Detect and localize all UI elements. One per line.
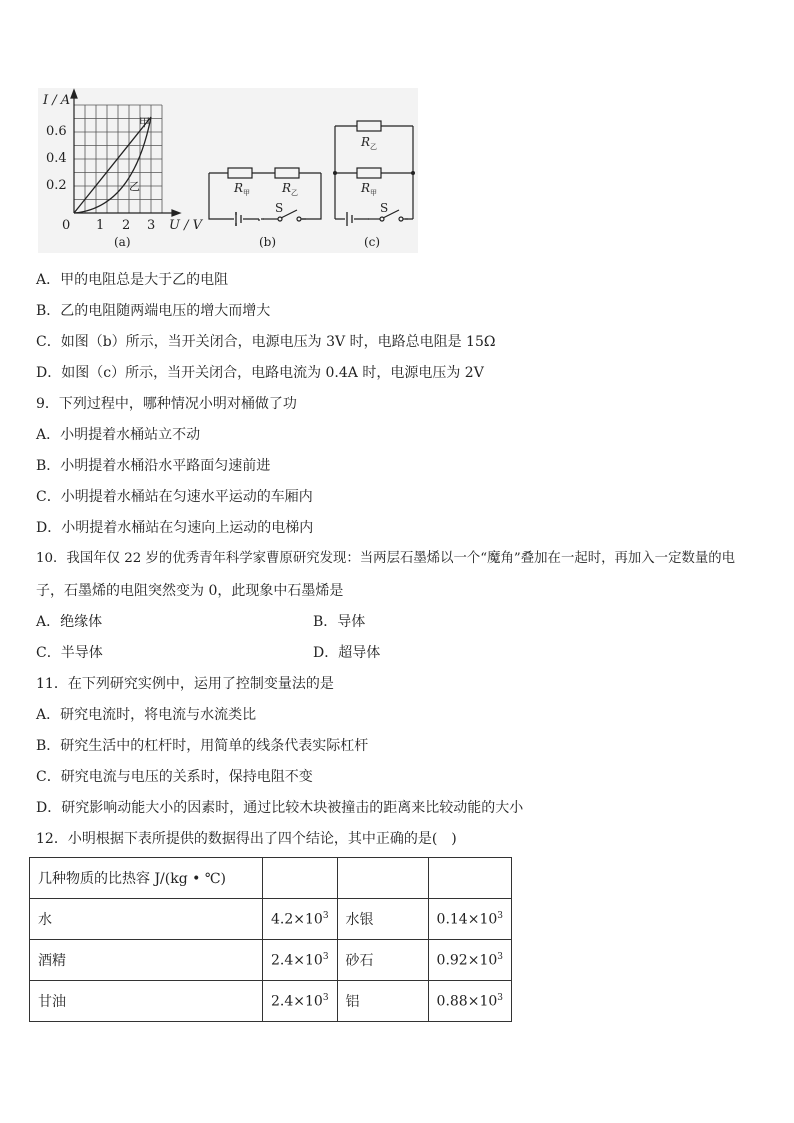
r-jia-label-b: R: [234, 181, 244, 195]
q10-option-a: A．绝缘体: [36, 614, 103, 630]
table-row: [30, 940, 512, 981]
q8-option-a: A．甲的电阻总是大于乙的电阻: [36, 272, 229, 288]
curve-jia-label: 甲: [139, 116, 150, 129]
figure-svg: [38, 88, 418, 253]
q11-option-b: B．研究生活中的杠杆时，用简单的线条代表实际杠杆: [36, 738, 369, 754]
table-cell: $4.2\times 10^3$: [263, 899, 338, 940]
caption-b: (b): [259, 235, 277, 249]
table-cell: [428, 858, 511, 899]
resistor-yi-c: [357, 121, 381, 131]
q9-option-a: A．小明提着水桶站立不动: [36, 427, 201, 443]
table-cell: [337, 858, 428, 899]
table-cell: $0.14\times 10^3$: [428, 899, 511, 940]
r-yi-label-b: R: [282, 181, 292, 195]
switch-label-b: S: [275, 201, 284, 215]
caption-a: (a): [114, 235, 131, 249]
resistor-jia-c: [357, 168, 381, 178]
r-yi-sub-b: 乙: [291, 189, 298, 197]
table-cell: $2.4\times 10^3$: [263, 940, 338, 981]
r-jia-sub-b: 甲: [243, 189, 250, 197]
table-cell: [263, 858, 338, 899]
resistor-jia-b: [228, 168, 252, 178]
q10-option-b: B．导体: [313, 614, 366, 630]
table-row: [30, 899, 512, 940]
graph-y-tick: 0.4: [46, 151, 67, 166]
q9-stem: 9．下列过程中，哪种情况小明对桶做了功: [36, 396, 297, 412]
q10-stem-line2: 子，石墨烯的电阻突然变为 0，此现象中石墨烯是: [36, 583, 344, 599]
r-jia-label-c: R: [361, 181, 371, 195]
graph-y-tick: 0.6: [46, 124, 67, 139]
q9-option-b: B．小明提着水桶沿水平路面匀速前进: [36, 458, 271, 474]
q10-option-d: D．超导体: [313, 645, 381, 661]
q11-option-d: D．研究影响动能大小的因素时，通过比较木块被撞击的距离来比较动能的大小: [36, 800, 524, 816]
circuit-figure: [38, 88, 418, 253]
q10-stem-line1: 10．我国年仅 22 岁的优秀青年科学家曹原研究发现：当两层石墨烯以一个“魔角”叠加在一起时，再加入一定数量的电: [36, 551, 736, 566]
q11-option-a: A．研究电流时，将电流与水流类比: [36, 707, 257, 723]
q9-option-d: D．小明提着水桶站在匀速向上运动的电梯内: [36, 520, 314, 536]
q8-option-d: D．如图（c）所示，当开关闭合，电路电流为 0.4A 时，电源电压为 2V: [36, 365, 484, 381]
table-row: [30, 981, 512, 1022]
resistor-yi-b: [275, 168, 299, 178]
table-cell: $0.92\times 10^3$: [428, 940, 511, 981]
graph-x-tick: 1: [96, 218, 105, 233]
table-cell: 水银: [337, 899, 428, 940]
switch-label-c: S: [380, 201, 389, 215]
graph-x-tick: 0: [62, 218, 71, 233]
specific-heat-table: [29, 857, 512, 1022]
r-yi-sub-c: 乙: [370, 143, 377, 151]
graph-x-tick: 3: [147, 218, 156, 233]
q8-option-c: C．如图（b）所示，当开关闭合，电源电压为 3V 时，电路总电阻是 15Ω: [36, 334, 496, 350]
q10-option-c: C．半导体: [36, 645, 103, 661]
q11-stem: 11．在下列研究实例中，运用了控制变量法的是: [36, 676, 334, 692]
caption-c: (c): [364, 235, 381, 249]
q11-option-c: C．研究电流与电压的关系时，保持电阻不变: [36, 769, 313, 785]
r-yi-label-c: R: [361, 135, 371, 149]
table-header: 几种物质的比热容 J/(kg • ℃): [30, 858, 263, 899]
table-cell: 甘油: [30, 981, 263, 1022]
q9-option-c: C．小明提着水桶站在匀速水平运动的车厢内: [36, 489, 313, 505]
graph-x-tick: 2: [122, 218, 131, 233]
r-jia-sub-c: 甲: [370, 189, 377, 197]
table-cell: 铝: [337, 981, 428, 1022]
table-cell: 酒精: [30, 940, 263, 981]
table-cell: $2.4\times 10^3$: [263, 981, 338, 1022]
q8-option-b: B．乙的电阻随两端电压的增大而增大: [36, 303, 271, 319]
table-cell: 水: [30, 899, 263, 940]
curve-yi-label: 乙: [129, 180, 140, 193]
table-header-row: [30, 858, 512, 899]
q12-stem: 12．小明根据下表所提供的数据得出了四个结论，其中正确的是( ): [36, 831, 457, 847]
table-cell: $0.88\times 10^3$: [428, 981, 511, 1022]
graph-y-label: I / A: [43, 93, 71, 108]
graph-x-label: U / V: [169, 218, 202, 233]
graph-y-tick: 0.2: [46, 178, 67, 193]
table-cell: 砂石: [337, 940, 428, 981]
